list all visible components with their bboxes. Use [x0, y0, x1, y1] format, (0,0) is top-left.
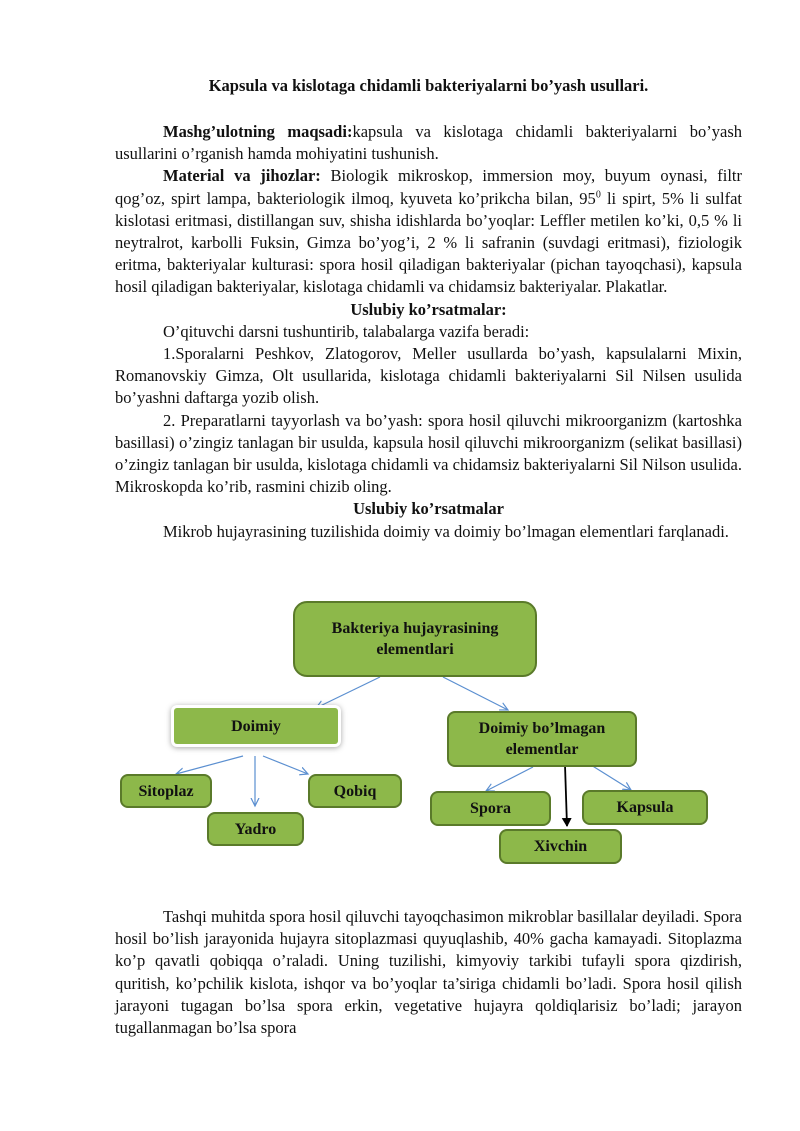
goal-text: kapsula va kislotaga chidamli bakteriyalarni bo’yash usullarini o’rganish hamda mohiyatini tushunish. — [115, 122, 743, 164]
degree-superscript: 0 — [595, 189, 601, 201]
node-qobiq: Qobiq — [308, 774, 402, 808]
materials-text-part1: Biologik mikroskop, immersion moy, buyum oynasi, filtr qog’oz, spirt lampa, bakteriologik ilmoq, kyuveta ko’prikcha bilan, 95 — [115, 166, 742, 208]
node-kapsula: Kapsula — [582, 790, 708, 825]
arrow-nonpermanent-to-xivchin — [565, 765, 567, 826]
node-spora: Spora — [430, 791, 551, 826]
task-2-paragraph: 2. Preparatlarni tayyorlash va bo’yash: spora hosil qiluvchi mikroorganizm (kartoshka basillasi) o’zingiz tanlagan bir usulda, kapsula hosil qiluvchi mikroorganizm (selikat basillasi) o’zingiz tanlagan bir usulda, kislotaga chidamli va chidamsiz bakteriyalarni Sil Nilson usulida. Mikroskopda ko’rib, rasmini chizib oling. — [115, 410, 742, 497]
node-root: Bakteriya hujayrasining elementlari — [293, 601, 537, 677]
node-doimiy: Doimiy — [174, 708, 338, 744]
intro-block — [115, 121, 742, 543]
heading-methodical-2: Uslubiy ko’rsatmalar — [353, 499, 504, 519]
node-xivchin: Xivchin — [499, 829, 622, 864]
spore-paragraph: Tashqi muhitda spora hosil qiluvchi tayoqchasimon mikroblar basillalar deyiladi. Spora hosil bo’lish jarayonida hujayra sitoplazmasi quyuqlashib, 40% gacha kamayadi. Sitoplazma ko’p qavatli qobiqqa o’raladi. Uning tuzilishi, kimyoviy tarkibi tufayli spora qizdirish, quritish, ko’pchilik kislota, ishqor va bo’yoqlar ta’siriga chidamli bo’ladi. Spora hosil qilish jarayoni tugagan bo’lsa spora erkin, vegetative hujayra qoldiqlarisiz bo’ladi; jarayon tugallanmagan bo’lsa spora — [115, 907, 742, 1038]
goal-paragraph — [115, 121, 742, 165]
materials-text-part2: li spirt, 5% li sulfat kislotasi eritmasi, distillangan suv, shisha idishlarda bo’yoqlar: Leffler metilen ko’ki, 0,5 % li neytralrot, karbolli Fuksin, Gimza bo’yog’i, 2 % li safranin (suvdagi eritmasi), fiziologik eritma, bakteriyalar kulturasi: spora hosil qiladigan bakteriyalar (pichan tayoqchasi), kapsula hosil qiladigan bakteriyalar, kislotaga chidamli va chidamsiz bakteriyalar. Plakatlar. — [115, 188, 742, 297]
task-1-paragraph: 1.Sporalarni Peshkov, Zlatogorov, Meller usullarda bo’yash, kapsulalarni Mixin, Romanovskiy Gimza, Olt usullarida, kislotaga chidamli bakteriyalarni Sil Nilsen usulida bo’yashni daftarga yozib olish. — [115, 344, 742, 408]
arrow-doimiy-to-qobiq — [263, 756, 308, 774]
node-yadro: Yadro — [207, 812, 304, 846]
heading-methodical-1: Uslubiy ko’rsatmalar: — [350, 299, 507, 319]
arrow-doimiy-to-sitoplaz — [176, 756, 243, 774]
teacher-paragraph: O’qituvchi darsni tushuntirib, talabalarga vazifa beradi: — [163, 321, 530, 341]
goal-label: Mashg’ulotning maqsadi: — [163, 122, 353, 141]
materials-label: Material va jihozlar: — [163, 166, 321, 186]
arrow-nonpermanent-to-kapsula — [591, 765, 631, 790]
materials-paragraph — [115, 165, 742, 298]
node-non-permanent: Doimiy bo’lmagan elementlar — [447, 711, 637, 767]
document-title: Kapsula va kislotaga chidamli bakteriyalarni bo’yash usullari. — [208, 76, 649, 95]
node-sitoplaz: Sitoplaz — [120, 774, 212, 808]
microbe-paragraph: Mikrob hujayrasining tuzilishida doimiy va doimiy bo’lmagan elementlari farqlanadi. — [163, 521, 729, 541]
arrow-nonpermanent-to-spora — [486, 767, 533, 791]
arrow-root-to-doimiy — [316, 677, 380, 708]
bottom-block — [115, 906, 742, 1039]
arrow-root-to-nonpermanent — [443, 677, 508, 710]
